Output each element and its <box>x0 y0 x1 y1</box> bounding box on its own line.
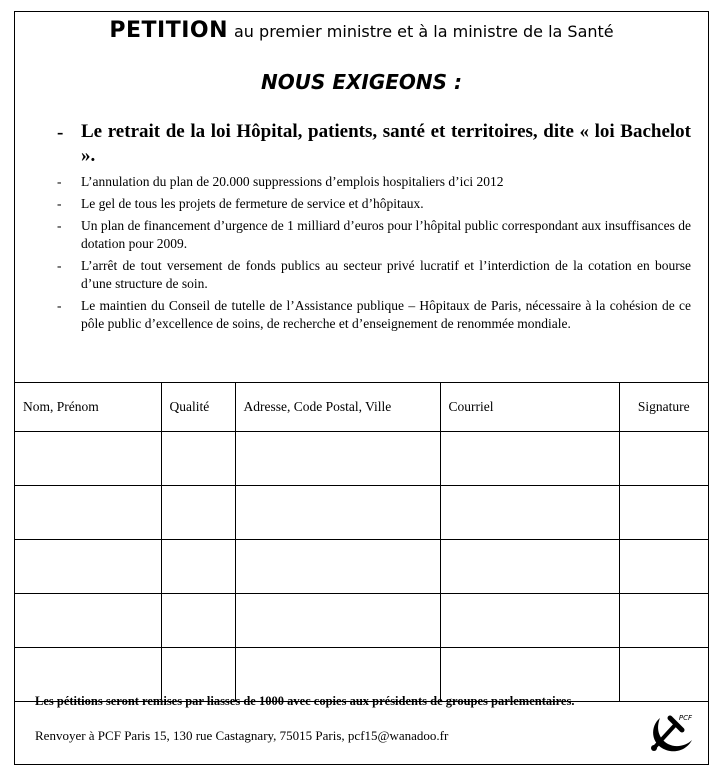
signature-cell[interactable] <box>619 648 708 702</box>
name-cell[interactable] <box>15 594 161 648</box>
demand-item: - Le maintien du Conseil de tutelle de l’Assistance publique – Hôpitaux de Paris, nécessaire à la cohésion de ce pôle public d’excellence de soins, de recherche et d’enseignement de renommée mondiale. <box>55 297 691 333</box>
address-cell[interactable] <box>235 432 440 486</box>
demand-heading: NOUS EXIGEONS : <box>260 70 463 94</box>
signature-cell[interactable] <box>619 540 708 594</box>
name-cell[interactable] <box>15 486 161 540</box>
petition-sheet <box>14 11 709 765</box>
table-row <box>15 540 708 594</box>
signature-cell[interactable] <box>619 432 708 486</box>
petition-title: PETITION <box>109 18 228 43</box>
demands-list <box>55 120 691 337</box>
column-header-email: Courriel <box>440 383 619 432</box>
signature-cell[interactable] <box>619 486 708 540</box>
demand-item: - L’arrêt de tout versement de fonds publics au secteur privé lucratif et l’interdiction de la cotation en bourse d’une structure de soin. <box>55 257 691 293</box>
column-header-signature: Signature <box>619 383 708 432</box>
signature-cell[interactable] <box>619 594 708 648</box>
address-cell[interactable] <box>235 486 440 540</box>
name-cell[interactable] <box>15 540 161 594</box>
table-row <box>15 486 708 540</box>
hammer-sickle-icon <box>646 708 696 756</box>
table-row <box>15 594 708 648</box>
demand-item: - Un plan de financement d’urgence de 1 milliard d’euros pour l’hôpital public correspondant aux insuffisances de dotation pour 2009. <box>55 217 691 253</box>
demand-item: - Le gel de tous les projets de fermeture de service et d’hôpitaux. <box>55 195 691 213</box>
demand-item: - L’annulation du plan de 20.000 suppressions d’emplois hospitaliers d’ici 2012 <box>55 173 691 191</box>
email-cell[interactable] <box>440 540 619 594</box>
address-cell[interactable] <box>235 594 440 648</box>
quality-cell[interactable] <box>161 594 235 648</box>
table-header-row <box>15 383 708 432</box>
quality-cell[interactable] <box>161 486 235 540</box>
email-cell[interactable] <box>440 594 619 648</box>
petition-subtitle: au premier ministre et à la ministre de la Santé <box>234 22 614 41</box>
email-cell[interactable] <box>440 432 619 486</box>
column-header-quality: Qualité <box>161 383 235 432</box>
address-cell[interactable] <box>235 540 440 594</box>
signature-table <box>15 382 708 702</box>
demand-item: - Le retrait de la loi Hôpital, patients, santé et territoires, dite « loi Bachelot ». <box>55 120 691 168</box>
email-cell[interactable] <box>440 486 619 540</box>
pcf-logo-text: PCF <box>678 714 692 722</box>
name-cell[interactable] <box>15 432 161 486</box>
table-row <box>15 432 708 486</box>
return-address: Renvoyer à PCF Paris 15, 130 rue Castagnary, 75015 Paris, pcf15@wanadoo.fr <box>35 728 449 743</box>
quality-cell[interactable] <box>161 432 235 486</box>
column-header-name: Nom, Prénom <box>15 383 161 432</box>
column-header-address: Adresse, Code Postal, Ville <box>235 383 440 432</box>
petition-header <box>15 18 708 43</box>
quality-cell[interactable] <box>161 540 235 594</box>
footer-note: Les pétitions seront remises par liasses de 1000 avec copies aux présidents de groupes parlementaires. <box>35 694 575 708</box>
